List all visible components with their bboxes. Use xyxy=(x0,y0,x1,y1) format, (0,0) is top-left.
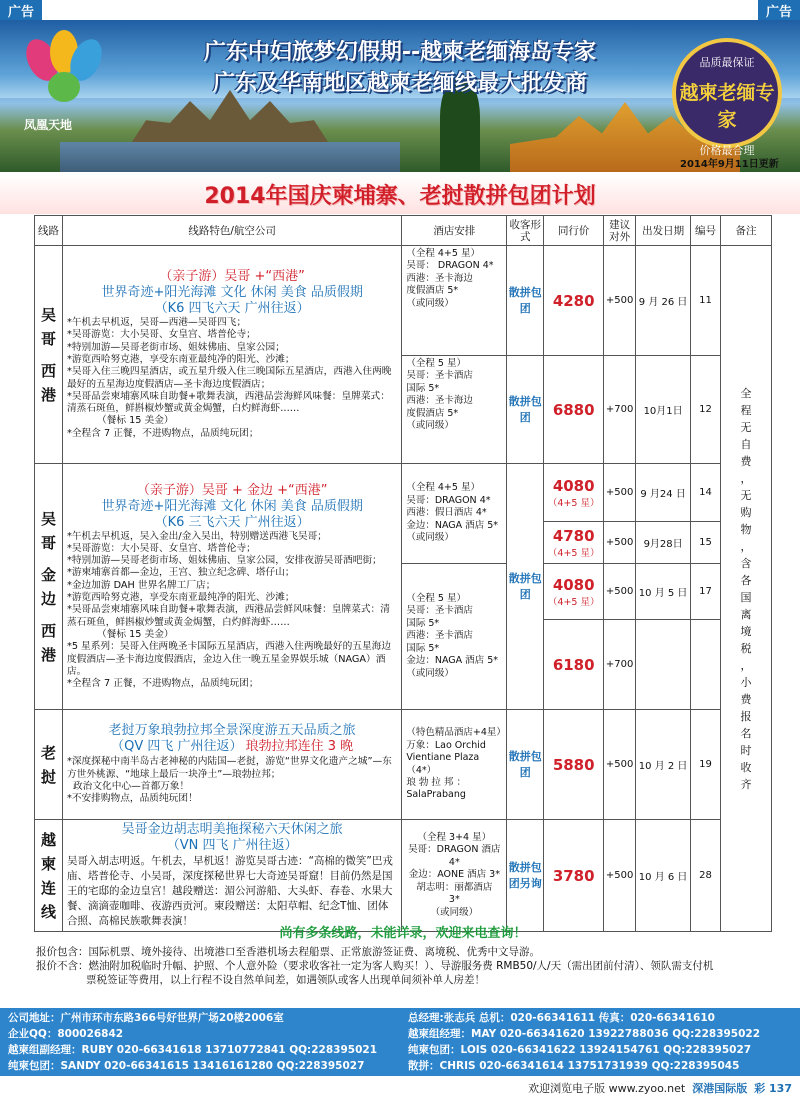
price-cell: 6180 xyxy=(544,620,604,710)
number-cell: 12 xyxy=(691,356,721,464)
price-cell: 3780 xyxy=(544,820,604,932)
number-cell: 28 xyxy=(691,820,721,932)
price-cell: 6880 xyxy=(544,356,604,464)
number-cell: 19 xyxy=(691,710,721,820)
date-cell xyxy=(636,620,691,710)
table-row xyxy=(35,710,772,820)
more-routes-note: 尚有多条线路，未能详录，欢迎来电查询！ xyxy=(279,926,527,941)
suggest-cell: +500 xyxy=(604,710,636,820)
hotel-cell: （全程 5 星） 吴哥：圣卡酒店 国际 5* 西港：圣卡海边 度假酒店 5* （或同级） xyxy=(402,356,507,464)
contact-item: 越柬组副经理：RUBY 020-66341618 13710772841 QQ:228395021 xyxy=(8,1044,378,1056)
update-date: 2014年9月11日更新 xyxy=(680,159,779,170)
contact-item: 企业QQ：800026842 xyxy=(8,1028,124,1040)
suggest-cell: +700 xyxy=(604,356,636,464)
banner-title-2: 广东及华南地区越柬老缅线最大批发商 xyxy=(212,71,587,96)
col-suggest: 建议对外 xyxy=(604,216,636,246)
contact-item: 越柬组经理：MAY 020-66341620 13922788036 QQ:228395022 xyxy=(408,1028,761,1040)
table-row xyxy=(35,820,772,932)
price-include: 报价包含：国际机票、境外接待、出境港口至香港机场去程船票、正常旅游签证费、离境税、优秀中文导游。 xyxy=(36,946,540,958)
col-date: 出发日期 xyxy=(636,216,691,246)
price-cell: 4080 （4+5 星） xyxy=(544,564,604,620)
price-exclude: 报价不含：燃油附加税临时升幅、护照、个人意外险（要求收客社一定为客人购买！）、导游服务费 RMB50/人/天（需出团前付清）、领队需支付机 xyxy=(36,960,714,972)
feature-cell: （亲子游）吴哥 + 金边 +“西港” 世界奇迹+阳光海滩 文化 休闲 美食 品质假期 （K6 三飞六天 广州往返） *午机去早机返，吴入金出/金入吴出，特别赠送西港飞吴哥； *吴哥游览：大小吴哥、女皇宫、塔普伦寺； *特别加游—吴哥老街市场、姐妹佛庙、皇家公园，安排夜游吴哥酒吧街； *游柬埔寨首都—金边，王宫、独立纪念碑、塔仔山； *金边加游 DAH 世界名牌工厂店； *游览西哈努克港，享受东南亚最纯净的阳光、沙滩； *吴哥品尝柬埔寨风味自助餐+歌舞表演，西港品尝鲜风味餐：皇牌菜式：清蒸石斑鱼，鲜斟椒炒蟹或黄金焗蟹，白灼鲜海虾…… （餐标 15 美金） *5 星系列：吴哥入住两晚圣卡国际五星酒店，西港入住两晚最好的五星海边度假酒店—圣卡海边度假酒店，金边入住一晚五星金界娱乐城（NAGA）酒店。 *全程含 7 正餐，不进购物点，品质纯玩团； xyxy=(62,464,401,710)
contact-bar xyxy=(0,1008,800,1076)
page-footer xyxy=(0,1080,800,1100)
suggest-cell: +500 xyxy=(604,246,636,356)
contact-item: 纯柬包团：SANDY 020-66341615 13416161280 QQ:228395027 xyxy=(8,1060,365,1072)
website-link[interactable]: 欢迎浏览电子版 www.zyoo.net xyxy=(528,1082,686,1095)
banner xyxy=(0,20,800,172)
company-logo: 凤凰天地 xyxy=(18,28,108,138)
date-cell: 10 月 6 日 xyxy=(636,820,691,932)
col-feature: 线路特色/航空公司 xyxy=(62,216,401,246)
contact-item: 总经理:张志兵 总机：020-66341611 传真：020-66341610 xyxy=(408,1012,715,1024)
table-row xyxy=(35,464,772,522)
date-cell: 9月28日 xyxy=(636,522,691,564)
col-collect: 收客形式 xyxy=(507,216,544,246)
route-cell: 越 柬 连 线 xyxy=(35,820,63,932)
suggest-cell: +500 xyxy=(604,464,636,522)
feature-cell: （亲子游）吴哥 +“西港” 世界奇迹+阳光海滩 文化 休闲 美食 品质假期 （K6 四飞六天 广州往返） *午机去早机返，吴哥—西港—吴哥四飞； *吴哥游览：大小吴哥、女皇宫、塔普伦寺； *特别加游—吴哥老街市场、姐妹佛庙、皇家公园； *游览西哈努克港，享受东南亚最纯净的阳光、沙滩； *吴哥入住三晚四星酒店，或五星升级入住三晚国际五星酒店，西港入住两晚最好的五星海边度假酒店—圣卡海边度假酒店； *吴哥品尝柬埔寨风味自助餐+歌舞表演，西港品尝海鲜风味餐：皇牌菜式：清蒸石斑鱼，鲜斟椒炒蟹或黄金焗蟹，白灼鲜海虾…… （餐标 15 美金） *全程含 7 正餐，不进购物点，品质纯玩团； xyxy=(62,246,401,464)
suggest-cell: +500 xyxy=(604,522,636,564)
price-cell: 5880 xyxy=(544,710,604,820)
banner-title-1: 广东中妇旅梦幻假期--越柬老缅海岛专家 xyxy=(203,40,597,65)
ad-label-right: 广告 xyxy=(758,0,800,20)
suggest-cell: +700 xyxy=(604,620,636,710)
date-cell: 9 月 26 日 xyxy=(636,246,691,356)
feature-cell: 老挝万象琅勃拉邦全景深度游五天品质之旅 （QV 四飞 广州往返） 琅勃拉邦连住 3 晚 *深度探秘中南半岛古老神秘的内陆国—老挝，游览“世界文化遗产之城”—东方世外桃源、“地球上最后一块净土”—琅勃拉邦； 政治文化中心—首都万象！ *不安排购物点，品质纯玩团！ xyxy=(62,710,401,820)
page-number: 彩 137 xyxy=(754,1082,792,1095)
date-cell: 10 月 5 日 xyxy=(636,564,691,620)
quality-seal: 品质最保证 越柬老缅专家 价格最合理 xyxy=(672,38,782,148)
contact-item: 公司地址：广州市环市东路366号好世界广场20楼2006室 xyxy=(8,1012,284,1024)
contact-item: 纯柬包团：LOIS 020-66341622 13924154761 QQ:228395027 xyxy=(408,1044,752,1056)
route-cell: 老 挝 xyxy=(35,710,63,820)
price-notes xyxy=(34,927,772,987)
hotel-cell: （全程 4+5 星） 吴哥： DRAGON 4* 西港：圣卡海边 度假酒店 5* （或同级） xyxy=(402,246,507,356)
price-cell: 4780 （4+5 星） xyxy=(544,522,604,564)
col-remark: 备注 xyxy=(721,216,772,246)
price-cell: 4080 （4+5 星） xyxy=(544,464,604,522)
collect-cell: 散拼包团另询 xyxy=(507,820,544,932)
ad-label-left: 广告 xyxy=(0,0,42,20)
route-cell: 吴 哥 西 港 xyxy=(35,246,63,464)
table-header xyxy=(35,216,772,246)
number-cell: 15 xyxy=(691,522,721,564)
hotel-cell: （特色精品酒店+4星） 万象：Lao Orchid Vientiane Plaza （4*） 琅 勃 拉 邦 ： SalaPrabang xyxy=(402,710,507,820)
table-row xyxy=(35,246,772,356)
collect-cell: 散拼包团 xyxy=(507,710,544,820)
collect-cell: 散拼包团 xyxy=(507,356,544,464)
col-route: 线路 xyxy=(35,216,63,246)
date-cell: 10月1日 xyxy=(636,356,691,464)
price-exclude-cont: 票税签证等费用，以上行程不设自然单间差，如遇领队或客人出现单间须补单人房差！ xyxy=(86,974,485,986)
collect-cell: 散拼包团 xyxy=(507,464,544,710)
number-cell xyxy=(691,620,721,710)
angkor-wat-image xyxy=(130,90,330,145)
col-price: 同行价 xyxy=(544,216,604,246)
contact-item: 散拼：CHRIS 020-66341614 13751731939 QQ:228395045 xyxy=(408,1060,740,1072)
route-cell: 吴 哥 金 边 西 港 xyxy=(35,464,63,710)
number-cell: 17 xyxy=(691,564,721,620)
col-no: 编号 xyxy=(691,216,721,246)
brand-label: 深港国际版 xyxy=(692,1082,748,1095)
price-cell: 4280 xyxy=(544,246,604,356)
date-cell: 9 月24 日 xyxy=(636,464,691,522)
col-hotel: 酒店安排 xyxy=(402,216,507,246)
date-cell: 10 月 2 日 xyxy=(636,710,691,820)
feature-cell: 吴哥金边胡志明美拖探秘六天休闲之旅 （VN 四飞 广州往返） 吴哥入胡志明返。午机去，早机返！游览吴哥古迹：“高棉的微笑”巴戎庙、塔普伦寺、小吴哥，深度探秘世界七大奇迹吴哥窟！目前仍然是国王的宅邸的金边皇宫！越段赠送：湄公河游船、大头虾、春卷、水果大餐、滴滴壶咖啡、夜游西贡河。柬段赠送：太阳草帽、纪念T恤、团体合照、高棉民族歌舞表演！ xyxy=(62,820,401,932)
suggest-cell: +500 xyxy=(604,564,636,620)
hotel-cell: （全程 4+5 星） 吴哥：DRAGON 4* 西港：假日酒店 4* 金边：NAGA 酒店 5* （或同级） xyxy=(402,464,507,564)
collect-cell: 散拼包团 xyxy=(507,246,544,356)
number-cell: 14 xyxy=(691,464,721,522)
page-title: 2014年国庆柬埔寨、老挝散拼包团计划 xyxy=(0,174,800,214)
remark-cell: 全 程 无 自 费 ， 无 购 物 ， 含 各 国 离 境 税 ， 小 费 报 名 时 收 齐 xyxy=(721,246,772,932)
hotel-cell: （全程 5 星） 吴哥：圣卡酒店 国际 5* 西港：圣卡酒店 国际 5* 金边：NAGA 酒店 5* （或同级） xyxy=(402,564,507,710)
tour-table xyxy=(34,215,772,932)
hotel-cell: （全程 3+4 星） 吴哥：DRAGON 酒店 4* 金边：AONE 酒店 3* 胡志明：丽都酒店 3* （或同级） xyxy=(402,820,507,932)
suggest-cell: +500 xyxy=(604,820,636,932)
number-cell: 11 xyxy=(691,246,721,356)
